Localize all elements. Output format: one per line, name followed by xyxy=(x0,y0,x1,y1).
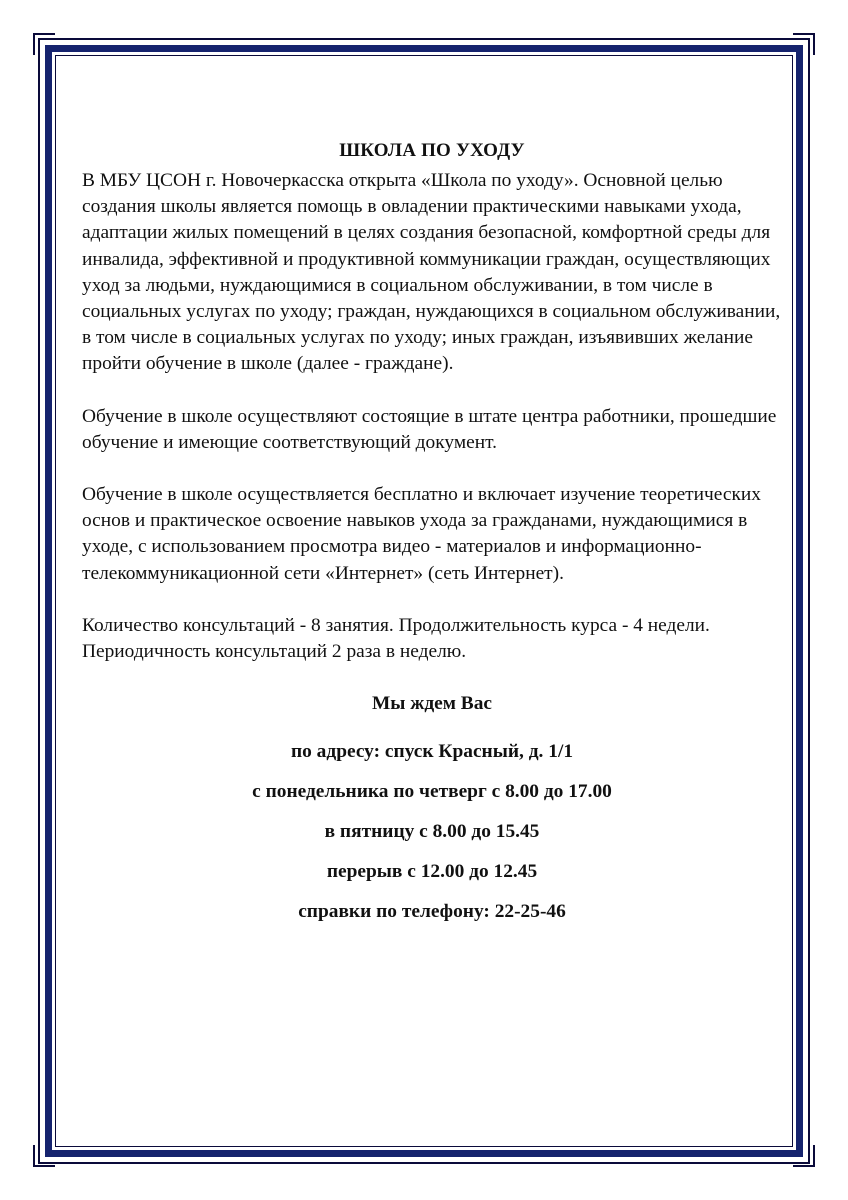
address-line: по адресу: спуск Красный, д. 1/1 xyxy=(290,741,574,763)
hours-mon-thu-line: с понедельника по четверг с 8.00 до 17.00 xyxy=(252,781,612,803)
hours-friday-line: в пятницу с 8.00 до 15.45 xyxy=(324,821,540,843)
document-content xyxy=(82,140,782,939)
frame-corner-top-right xyxy=(793,33,815,55)
paragraph-staff: Обучение в школе осуществляют состоящие в штате центра работники, прошедшие обучение и имеющие соответствующий документ. xyxy=(82,405,777,453)
paragraph-schedule: Количество консультаций - 8 занятия. Продолжительность курса - 4 недели. Периодичность консультаций 2 раза в неделю. xyxy=(82,614,710,663)
phone-line: справки по телефону: 22-25-46 xyxy=(298,901,566,923)
invite-heading: Мы ждем Вас xyxy=(371,693,493,715)
paragraph-intro: В МБУ ЦСОН г. Новочеркасска открыта «Школа по уходу». Основной целью создания школы является помощь в овладении практическими навыками ухода, адаптации жилых помещений в целях создания безопасной, комфортной среды для инвалида, эффективной и продуктивной коммуникации граждан, осуществляющих уход за людьми, нуждающимися в социальном обслуживании, в том числе в социальных услугах по уходу; граждан, нуждающихся в социальном обслуживании, в том числе в социальных услугах по уходу; иных граждан, изъявивших желание пройти обучение в школе (далее - граждане). xyxy=(82,170,781,375)
frame-corner-bottom-left xyxy=(33,1145,55,1167)
frame-corner-bottom-right xyxy=(793,1145,815,1167)
break-line: перерыв с 12.00 до 12.45 xyxy=(326,861,538,883)
contact-block xyxy=(82,691,782,925)
frame-corner-top-left xyxy=(33,33,55,55)
page-title: ШКОЛА ПО УХОДУ xyxy=(339,140,525,161)
paragraph-training: Обучение в школе осуществляется бесплатно и включает изучение теоретических основ и практическое освоение навыков ухода за гражданами, нуждающимися в уходе, с использованием просмотра видео - материалов и информационно-телекоммуникационной сети «Интернет» (сеть Интернет). xyxy=(82,484,761,584)
